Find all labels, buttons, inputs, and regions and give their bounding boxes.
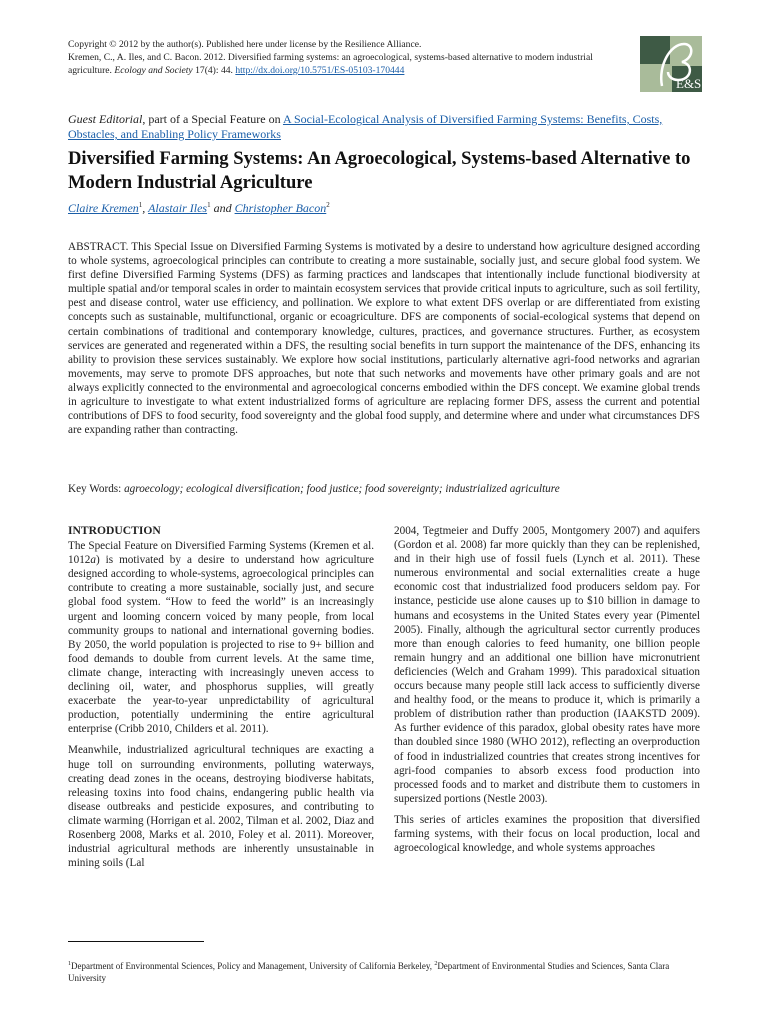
journal-logo [640, 36, 702, 92]
body-text-italic: a [90, 554, 96, 567]
footnote-marker: 1 [68, 961, 71, 967]
footnote-text: Department of Environmental Studies and Sciences, Santa Clara University [68, 961, 670, 983]
body-paragraph: Meanwhile, industrialized agricultural techniques are exacting a huge toll on surrounding environments, polluting waterways, creating dead zones in the oceans, destroying biodiverse habitats, releasing toxins into food chains, endangering public health via disease outbreaks and pesticide exposures, and contributing to climate warming (Horrigan et al. 2002, Tilman et al. 2002, Diaz and Rosenberg 2008, Marks et al. 2010, Foley et al. 2011). Moreover, industrial agricultural methods are inherently unsustainable in mining soils (Lal [68, 744, 374, 870]
body-paragraph: 2004, Tegtmeier and Duffy 2005, Montgomery 2007) and aquifers (Gordon et al. 2008) far more quickly than they can be replenished, and in their high use of fossil fuels (Lynch et al. 2011). These numerous environmental and social externalities create a huge economic cost that industrialized food producers seldom pay. For instance, pesticide use alone causes up to $10 billion in damage to humans and ecosystems in the United States every year (Pimentel 2005). Finally, although the agricultural sector currently produces more than enough calories to feed humanity, one billion people remain hungry and an additional one billion have micronutrient deficiencies (Welch and Graham 1999). This paradoxical situation occurs because many people still lack access to sufficiently diverse and healthy food, or the means to produce it, which is primarily a problem of distribution rather than production (IAAKSTD 2009). As further evidence of this paradox, global obesity rates have more than doubled since 1980 (WHO 2012), reflecting an overproduction of food in industrialized countries that creates strong incentives for agri-food companies to absorb excess food production into processed foods and to market and distribute them to customers in supersized portions (Nestle 2003). [394, 525, 700, 805]
author-affiliation-sup: 1 [207, 201, 211, 209]
volume-info: 17(4): 44. [195, 65, 233, 76]
affiliation-footnote [68, 958, 700, 984]
copyright-block [68, 38, 628, 77]
logo-text: E&S [676, 76, 702, 91]
author-link-iles[interactable]: Alastair Iles [148, 201, 208, 215]
keywords-terms: agroecology; ecological diversification; food justice; food sovereignty; industrialized agriculture [124, 483, 560, 495]
author-affiliation-sup: 1 [138, 201, 143, 209]
doi-link[interactable]: http://dx.doi.org/10.5751/ES-05103-170444 [235, 65, 405, 76]
special-feature-link[interactable]: A Social-Ecological Analysis of Diversified Farming Systems: Benefits, Costs, Obstacles, and Enabling Policy Frameworks [68, 112, 663, 141]
abstract-paragraph: ABSTRACT. This Special Issue on Diversified Farming Systems is motivated by a desire to understand how agriculture designed according to whole systems, agroecological principles can contribute to creating a more sustainable, socially just, and secure global food system. We first define Diversified Farming Systems (DFS) as farming practices and landscapes that intentionally include functional biodiversity at multiple spatial and/or temporal scales in order to maintain ecosystem services that provide critical inputs to agriculture, such as soil fertility, pest and disease control, water use efficiency, and pollination. We explore to what extent DFS overlap or are differentiated from existing concepts such as sustainable, multifunctional, organic or ecoagriculture. DFS are components of social-ecological systems that depend on certain combinations of traditional and contemporary knowledge, cultures, practices, and governance structures. Further, as ecosystem services are generated and regenerated within a DFS, the resulting social benefits in turn support the maintenance of the DFS, enhancing its ability to provision these services sustainably. We explore how social institutions, particularly alternative agri-food networks and agrarian movements, may serve to promote DFS approaches, but note that such networks and movements have other primary goals and are not always explicitly connected to the environmental and agroecological concerns embodied within the DFS concept. We examine global trends in agriculture to investigate to what extent industrialized forms of agriculture are replacing former DFS, assess the current and potential contributions of DFS to food security, food sovereignty and the global food supply, and determine where and under what circumstances DFS are expanding rather than contracting. [68, 241, 700, 437]
author-link-bacon[interactable]: Christopher Bacon [234, 201, 327, 215]
body-text: ) is motivated by a desire to understand how agriculture designed according to whole-systems, agroecological principles can contribute to creating a more sustainable, socially just, and secure global food system. “How to feed the world” is an increasingly urgent and looming concern voiced by many people, from local community groups to national and international governing bodies. By 2050, the world population is projected to rise to 9+ billion and food demands to double from current levels. At the same time, climate change, interacting with increasingly uneven access to declining oil, water, and phosphorus supplies, will greatly exacerbate the year-to-year unpredictability of agricultural production, potentially undermining the entire agricultural enterprise (Cribb 2010, Childers et al. 2011). [68, 554, 374, 736]
copyright-line: Copyright © 2012 by the author(s). Published here under license by the Resilience Alliance. [68, 39, 422, 50]
author-separator: and [210, 201, 235, 215]
footnote-text: Department of Environmental Sciences, Policy and Management, University of California Berkeley, [71, 961, 435, 971]
keywords-label: Key Words: [68, 483, 125, 495]
author-list [68, 201, 708, 216]
editorial-middle: , part of a Special Feature on [142, 112, 283, 126]
body-paragraph [68, 539, 374, 736]
keywords-line [68, 483, 700, 495]
body-paragraph: This series of articles examines the proposition that diversified farming systems, with their focus on local production, local and agroecological knowledge, and whole systems approaches [394, 813, 700, 855]
author-separator: , [142, 201, 149, 215]
body-column-left [68, 524, 374, 877]
journal-name: Ecology and Society [114, 65, 193, 76]
article-title: Diversified Farming Systems: An Agroecological, Systems-based Alternative to Modern Industrial Agriculture [68, 148, 691, 193]
editorial-type: Guest Editorial [68, 112, 143, 126]
author-link-kremen[interactable]: Claire Kremen [68, 201, 139, 215]
section-heading-introduction: INTRODUCTION [68, 524, 161, 537]
footnote-divider [68, 941, 204, 942]
body-column-right [394, 524, 700, 862]
editorial-line [68, 112, 698, 142]
es-logo-icon [640, 36, 702, 92]
citation-text: Kremen, C., A. Iles, and C. Bacon. 2012. Diversified farming systems: an agroecological, systems-based alternative to modern industrial agriculture. [68, 52, 593, 76]
citation-line [68, 51, 628, 77]
body-text: The Special Feature on Diversified Farming Systems (Kremen et al. 1012 [68, 540, 374, 567]
author-affiliation-sup: 2 [326, 201, 330, 209]
footnote-marker: 2 [434, 961, 438, 967]
